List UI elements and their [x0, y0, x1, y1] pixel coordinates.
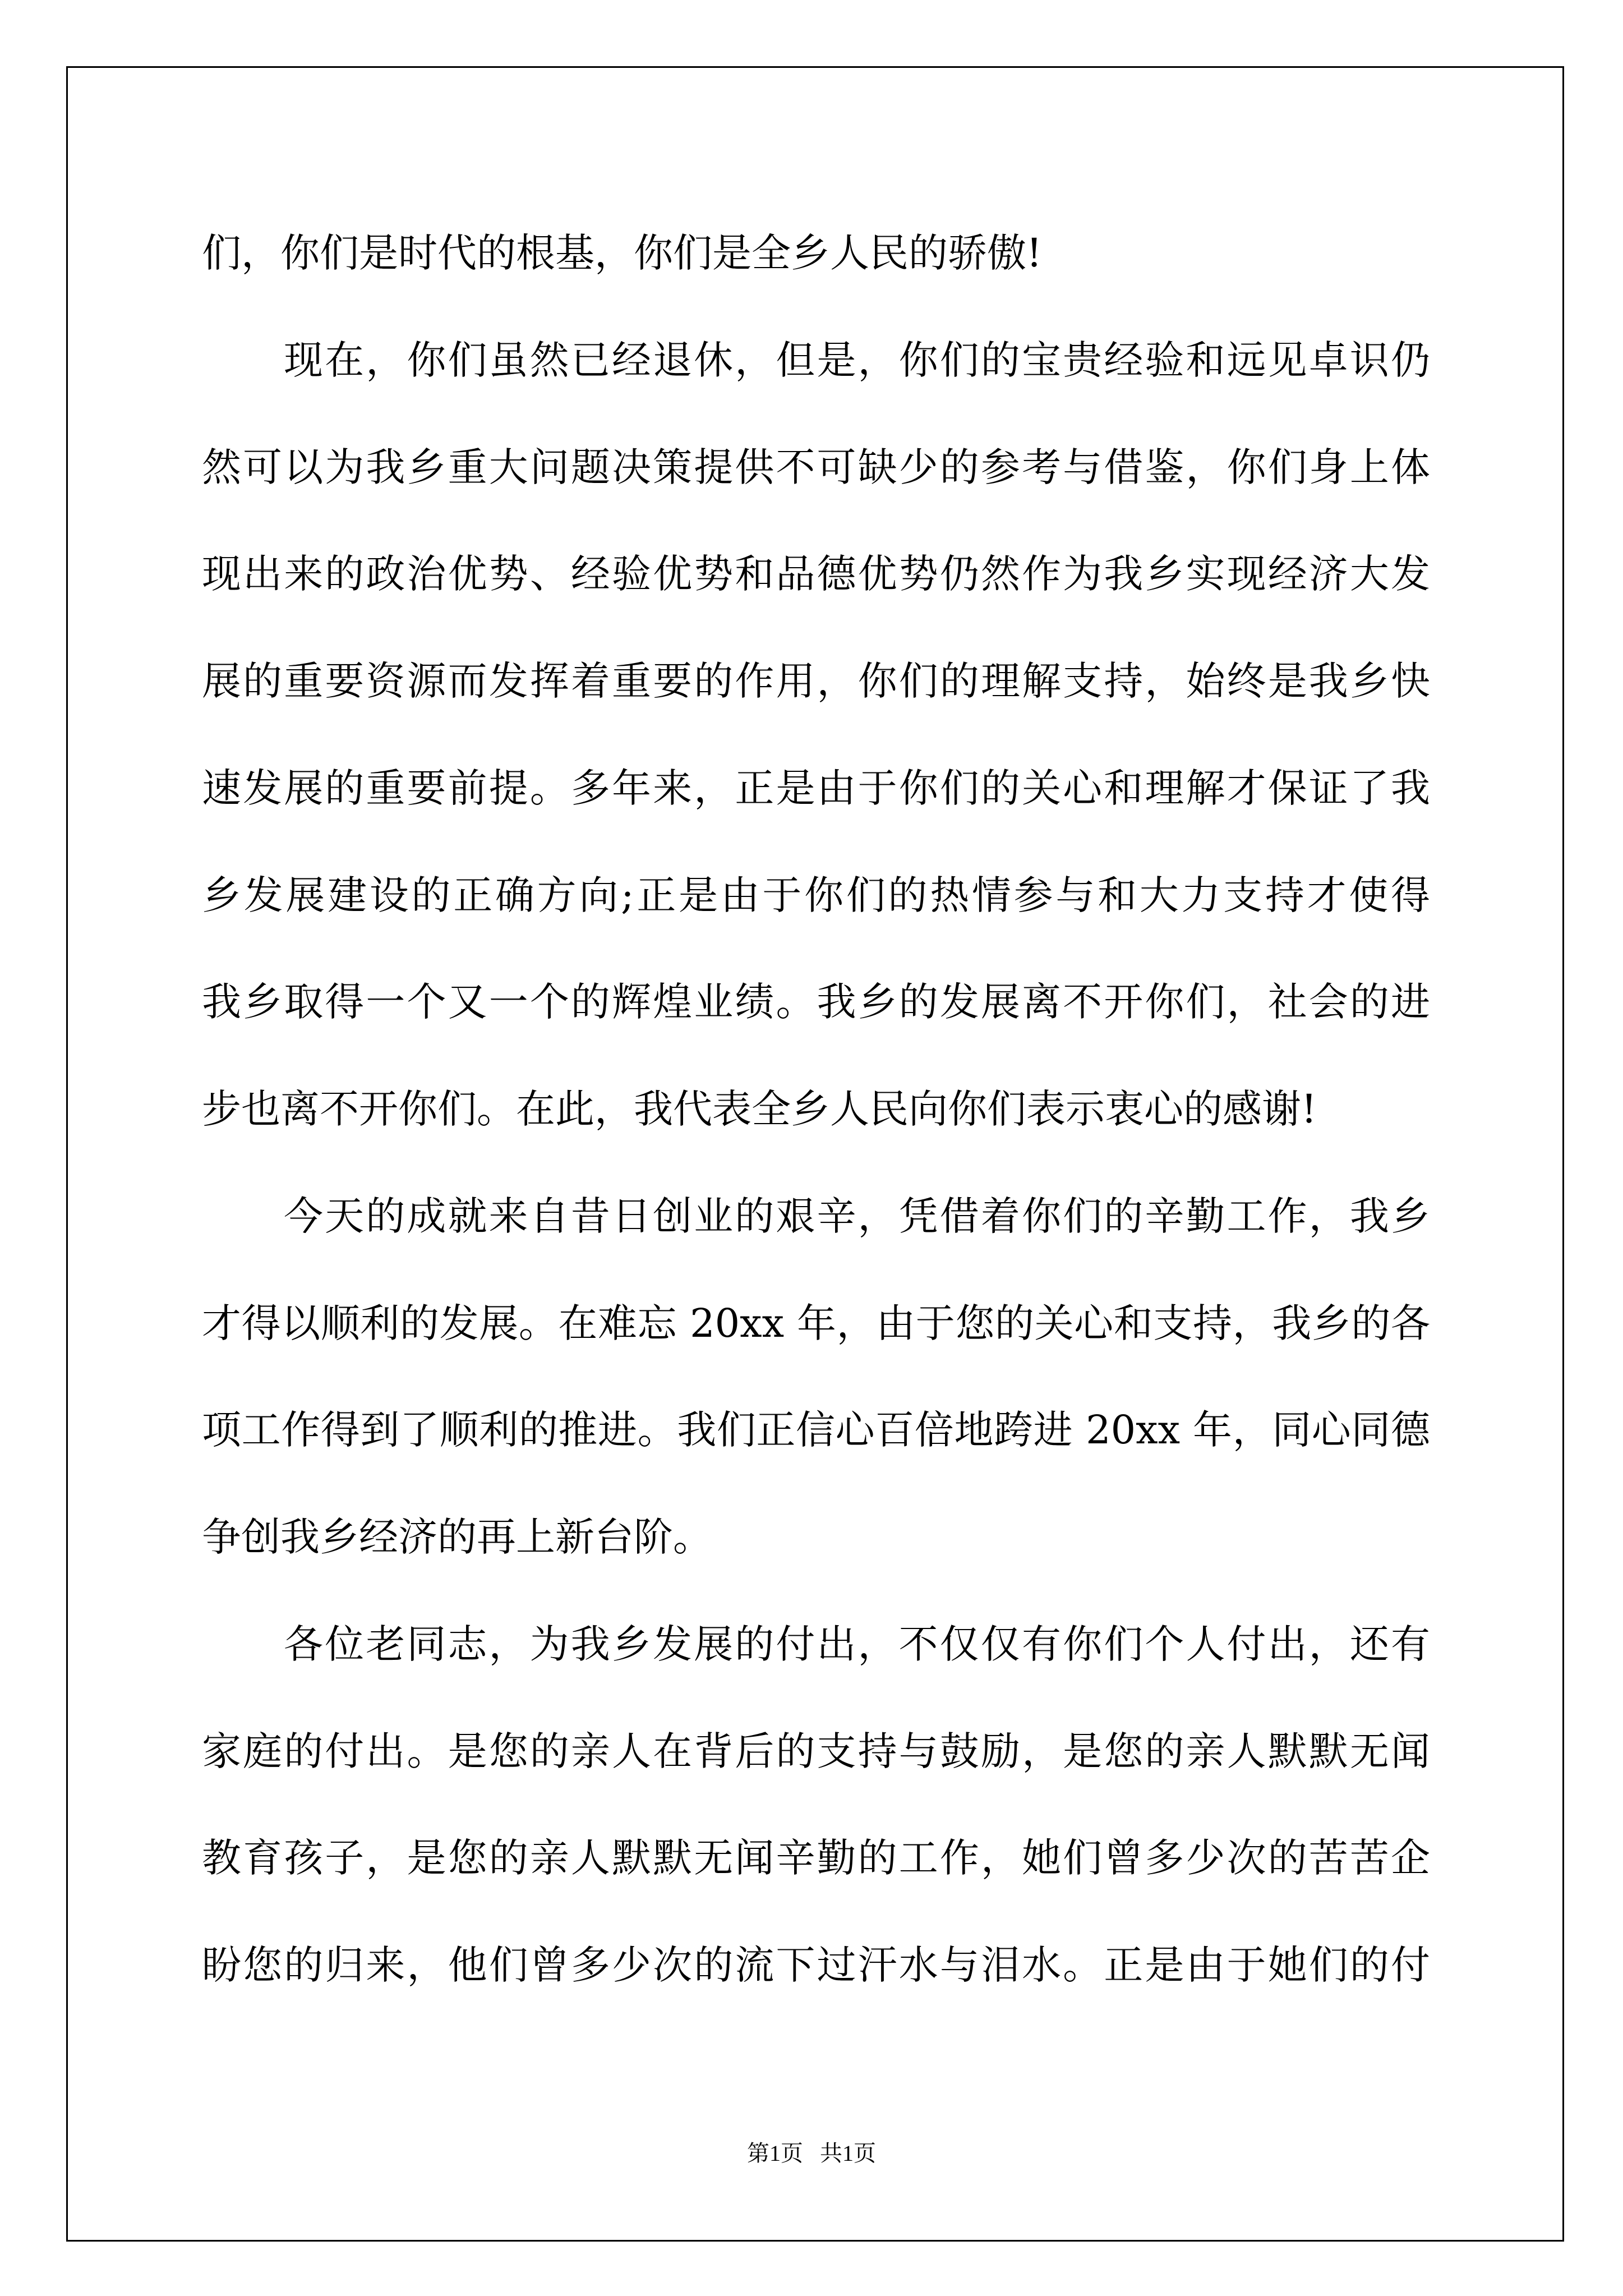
- text-line: 然可以为我乡重大问题决策提供不可缺少的参考与借鉴，你们身上体: [202, 444, 1430, 490]
- text-line: 乡发展建设的正确方向;正是由于你们的热情参与和大力支持才使得: [202, 872, 1430, 918]
- document-body: [202, 200, 1430, 2019]
- text-line: 现在，你们虽然已经退休，但是，你们的宝贵经验和远见卓识仍: [284, 337, 1430, 383]
- text-line: 盼您的归来，他们曾多少次的流下过汗水与泪水。正是由于她们的付: [202, 1942, 1430, 1988]
- text-line: 项工作得到了顺利的推进。我们正信心百倍地跨进 20xx 年，同心同德: [202, 1407, 1430, 1453]
- text-line: 教育孩子，是您的亲人默默无闻辛勤的工作，她们曾多少次的苦苦企: [202, 1835, 1430, 1881]
- text-line: 展的重要资源而发挥着重要的作用，你们的理解支持，始终是我乡快: [202, 658, 1430, 704]
- text-line: 今天的成就来自昔日创业的艰辛，凭借着你们的辛勤工作，我乡: [284, 1193, 1430, 1239]
- text-line: 们，你们是时代的根基，你们是全乡人民的骄傲!: [202, 230, 1043, 276]
- text-line: 现出来的政治优势、经验优势和品德优势仍然作为我乡实现经济大发: [202, 551, 1430, 597]
- text-line: 才得以顺利的发展。在难忘 20xx 年，由于您的关心和支持，我乡的各: [202, 1300, 1430, 1346]
- paragraph: [202, 200, 1430, 307]
- paragraph: [202, 1591, 1430, 2019]
- text-line: 步也离不开你们。在此，我代表全乡人民向你们表示衷心的感谢!: [202, 1086, 1317, 1132]
- page-footer: 第1页 共1页: [747, 2141, 876, 2166]
- text-line: 各位老同志，为我乡发展的付出，不仅仅有你们个人付出，还有: [284, 1621, 1430, 1667]
- paragraph: [202, 307, 1430, 1163]
- text-line: 我乡取得一个又一个的辉煌业绩。我乡的发展离不开你们，社会的进: [202, 979, 1430, 1025]
- text-line: 争创我乡经济的再上新台阶。: [202, 1514, 712, 1560]
- paragraph: [202, 1163, 1430, 1591]
- text-line: 速发展的重要前提。多年来，正是由于你们的关心和理解才保证了我: [202, 765, 1430, 811]
- text-line: 家庭的付出。是您的亲人在背后的支持与鼓励，是您的亲人默默无闻: [202, 1728, 1430, 1774]
